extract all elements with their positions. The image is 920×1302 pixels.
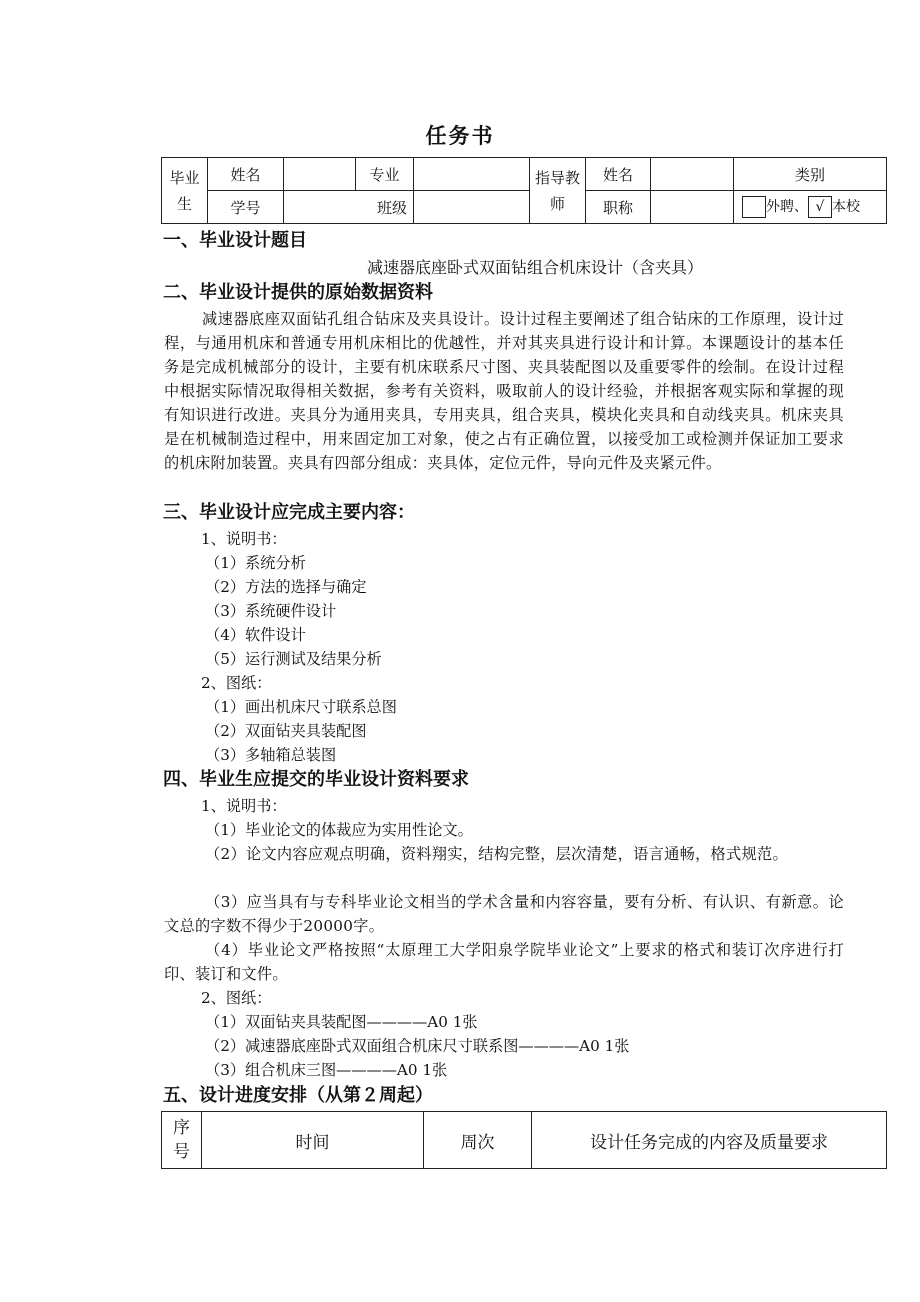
s4-sub-drawings: 2、图纸： (201, 989, 272, 1007)
list-item: （5）运行测试及结果分析 (205, 650, 382, 668)
page-title: 任务书 (425, 123, 495, 148)
s3-sub-manual: 1、说明书： (201, 530, 287, 548)
col-week-header: 周次 (424, 1112, 532, 1169)
col-index-label: 序号 (173, 1118, 190, 1162)
internal-option-label: 本校 (832, 199, 860, 215)
advisor-name-value-cell[interactable] (651, 158, 734, 191)
advisor-name-label: 姓名 (586, 158, 651, 191)
category-options-cell (734, 191, 887, 224)
student-label: 毕业生 (169, 168, 200, 213)
section-4-heading: 四、毕业生应提交的毕业设计资料要求 (163, 769, 469, 790)
class-value-cell[interactable] (414, 191, 530, 224)
class-label: 班级 (376, 198, 407, 217)
major-value-cell[interactable] (414, 158, 530, 191)
list-item: （1）画出机床尺寸联系总图 (205, 698, 397, 716)
section-1-heading: 一、毕业设计题目 (163, 230, 307, 251)
list-item: （3）系统硬件设计 (205, 602, 337, 620)
s4-sub-manual: 1、说明书： (201, 797, 287, 815)
list-item: （3）多轴箱总装图 (205, 746, 337, 764)
student-id-label: 学号 (208, 191, 284, 224)
col-time-header: 时间 (202, 1112, 424, 1169)
section-2-paragraph: 减速器底座双面钻孔组合钻床及夹具设计。设计过程主要阐述了组合钻床的工作原理，设计过程，与通用机床和普通专用机床相比的优越性，并对其夹具进行设计和计算。本课题设计的基本任务是完成机械部分的设计，主要有机床联系尺寸图、夹具装配图以及重要零件的绘制。在设计过程中根据实际情况取得相关数据，参考有关资料，吸取前人的设计经验，并根据客观实际和掌握的现有知识进行改进。夹具分为通用夹具，专用夹具，组合夹具，模块化夹具和自动线夹具。机床夹具是在机械制造过程中，用来固定加工对象，使之占有正确位置，以接受加工或检测并保证加工要求的机床附加装置。夹具有四部分组成：夹具体，定位元件，导向元件及夹紧元件。 (164, 310, 844, 472)
student-info-table (161, 157, 887, 224)
external-option-label: 外聘、 (766, 199, 808, 215)
requirement-1: （1）毕业论文的体裁应为实用性论文。 (205, 821, 473, 839)
section-5-heading: 五、设计进度安排（从第２周起） (163, 1085, 433, 1106)
section-2-heading: 二、毕业设计提供的原始数据资料 (163, 282, 433, 303)
list-item: （1）双面钻夹具装配图————A0 1张 (205, 1013, 478, 1031)
section-3-heading: 三、毕业设计应完成主要内容： (163, 502, 415, 523)
design-subject: 减速器底座卧式双面钻组合机床设计（含夹具） (366, 258, 703, 277)
list-item: （4）软件设计 (205, 626, 306, 644)
list-item: （2）方法的选择与确定 (205, 578, 367, 596)
student-label-cell (162, 158, 208, 224)
col-index-header (162, 1112, 202, 1169)
external-checkbox[interactable] (742, 196, 766, 218)
s3-sub-drawings: 2、图纸： (201, 674, 272, 692)
requirement-3: （3）应当具有与专科毕业论文相当的学术含量和内容容量，要有分析、有认识、有新意。论文总的字数不得少于20000字。 (164, 893, 844, 935)
list-item: （1）系统分析 (205, 554, 306, 572)
col-content-header: 设计任务完成的内容及质量要求 (532, 1112, 887, 1169)
list-item: （3）组合机床三图————A0 1张 (205, 1061, 448, 1079)
student-id-value-cell[interactable] (284, 191, 414, 224)
category-label: 类别 (734, 158, 887, 191)
internal-checkbox[interactable] (808, 196, 832, 218)
requirement-4: （4）毕业论文严格按照“太原理工大学阳泉学院毕业论文”上要求的格式和装订次序进行打印、装订和文件。 (164, 941, 844, 983)
major-label: 专业 (356, 158, 414, 191)
schedule-table (161, 1111, 887, 1169)
list-item: （2）减速器底座卧式双面组合机床尺寸联系图————A0 1张 (205, 1037, 630, 1055)
check-mark-icon: √ (815, 199, 825, 215)
requirement-2: （2）论文内容应观点明确，资料翔实，结构完整，层次清楚，语言通畅，格式规范。 (205, 845, 788, 863)
name-value-cell[interactable] (284, 158, 356, 191)
list-item: （2）双面钻夹具装配图 (205, 722, 367, 740)
name-label: 姓名 (208, 158, 284, 191)
advisor-title-value-cell[interactable] (651, 191, 734, 224)
advisor-label-cell (530, 158, 586, 224)
advisor-title-label: 职称 (586, 191, 651, 224)
advisor-label: 指导教师 (534, 168, 580, 213)
